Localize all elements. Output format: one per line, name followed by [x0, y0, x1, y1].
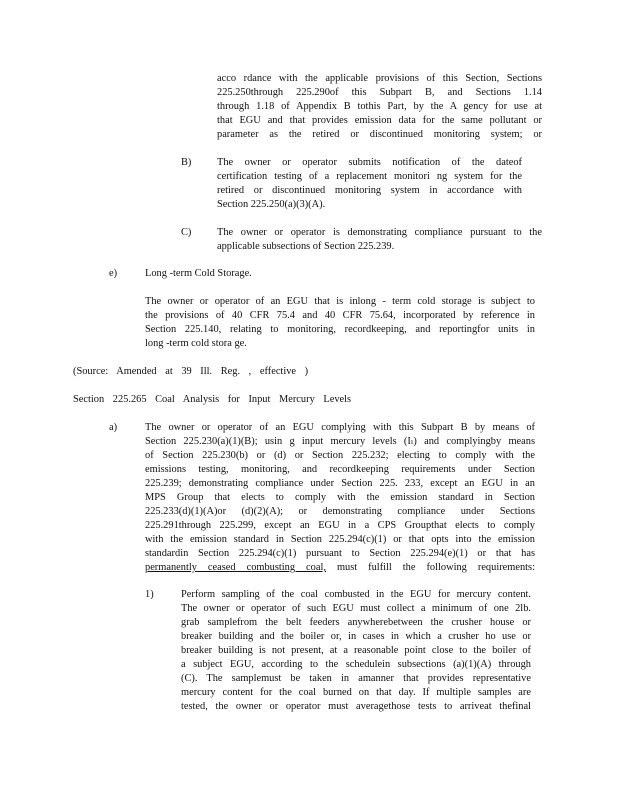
- text-line: [145, 561, 535, 575]
- text-line: The owner or operator submits notification of the dateof: [217, 157, 522, 168]
- text-line: acco rdance with the applicable provisions of this Section, Sections: [217, 73, 542, 84]
- text-line: through 1.18 of Appendix B tothis Part, by the A gency for use at: [217, 101, 542, 112]
- text-line: 225.250through 225.290of this Subpart B, and Sections 1.14: [217, 87, 542, 98]
- item-1-label: 1): [145, 589, 154, 600]
- text-line: Section 225.250(a)(3)(A).: [217, 199, 326, 210]
- item-1-paragraph: [181, 588, 531, 714]
- text-line: of Section 225.230(b) or (d) or Section 225.232; electing to comply with the: [145, 450, 535, 461]
- text-line: that EGU and that provides emission data for the same pollutant or: [217, 115, 542, 126]
- item-b-label: B): [181, 157, 192, 168]
- text-line: a subject EGU, according to the schedulein subsections (a)(1)(A) through: [181, 659, 531, 670]
- section-heading: Section 225.265 Coal Analysis for Input Mercury Levels: [73, 394, 352, 405]
- text-line: 225.233(d)(1)(A)or (d)(2)(A); or demonstrating compliance under Sections: [145, 506, 535, 517]
- text-line: 225.291through 225.299, except an EGU in a CPS Groupthat elects to comply: [145, 520, 535, 531]
- text-line: The owner or operator is demonstrating compliance pursuant to the: [217, 227, 542, 238]
- text-line: long -term cold stora ge.: [145, 338, 247, 349]
- text-line: the provisions of 40 CFR 75.4 and 40 CFR 75.64, incorporated by reference in: [145, 310, 535, 321]
- item-e-paragraph: [145, 295, 535, 351]
- item-e-label: e): [109, 268, 118, 279]
- text-line: parameter as the retired or discontinued monitoring system; or: [217, 129, 542, 140]
- text-line: The owner or operator of an EGU complying with this Subpart B by means of: [145, 422, 535, 433]
- text-line: MPS Group that elects to comply with the emission standard in Section: [145, 492, 535, 503]
- text-line: grab samplefrom the belt feeders anywherebetween the crusher house or: [181, 617, 531, 628]
- text-line: breaker building is not present, at a reasonable point close to the boiler of: [181, 645, 531, 656]
- text-line: retired or discontinued monitoring system in accordance with: [217, 185, 522, 196]
- text-line: Section 225.230(a)(1)(B); usin g input mercury levels (Iₗ) and complyingby means: [145, 436, 535, 447]
- continuation-paragraph: [217, 72, 542, 142]
- text-line: breaker building and the boiler or, in cases in which a crusher ho use or: [181, 631, 531, 642]
- text-line: applicable subsections of Section 225.239.: [217, 241, 395, 252]
- text-line: with the emission standard in Section 225.294(c)(1) or that opts into the emission: [145, 534, 535, 545]
- text-line: The owner or operator of an EGU that is inlong - term cold storage is subject to: [145, 296, 535, 307]
- item-c-label: C): [181, 227, 192, 238]
- text-line: emissions testing, monitoring, and recordkeeping requirements under Section: [145, 464, 535, 475]
- text-line: Section 225.140, relating to monitoring, recordkeeping, and reportingfor units in: [145, 324, 535, 335]
- item-c-paragraph: [217, 226, 542, 254]
- text-line: Perform sampling of the coal combusted in the EGU for mercury content.: [181, 589, 531, 600]
- text-segment: must fulfill the following requirements:: [325, 562, 535, 573]
- item-e-heading: Long -term Cold Storage.: [145, 268, 252, 279]
- text-line: (C). The samplemust be taken in amanner that provides representative: [181, 673, 531, 684]
- text-line: tested, the owner or operator must averagethose tests to arriveat thefinal: [181, 701, 531, 712]
- text-line: mercury content for the coal burned on that day. If multiple samples are: [181, 687, 531, 698]
- text-line: The owner or operator of such EGU must collect a minimum of one 2lb.: [181, 603, 531, 614]
- item-b-paragraph: [217, 156, 522, 212]
- source-note: (Source: Amended at 39 Ill. Reg. , effective ): [73, 366, 309, 377]
- text-line: 225.239; demonstrating compliance under Section 225. 233, except an EGU in an: [145, 478, 535, 489]
- underlined-insertion: permanently ceased combusting coal,: [145, 562, 326, 573]
- text-line: standardin Section 225.294(c)(1) pursuant to Section 225.294(e)(1) or that has: [145, 548, 535, 559]
- text-line: certification testing of a replacement monitori ng system for the: [217, 171, 522, 182]
- item-a-label: a): [109, 422, 118, 433]
- item-a-paragraph: [145, 421, 535, 575]
